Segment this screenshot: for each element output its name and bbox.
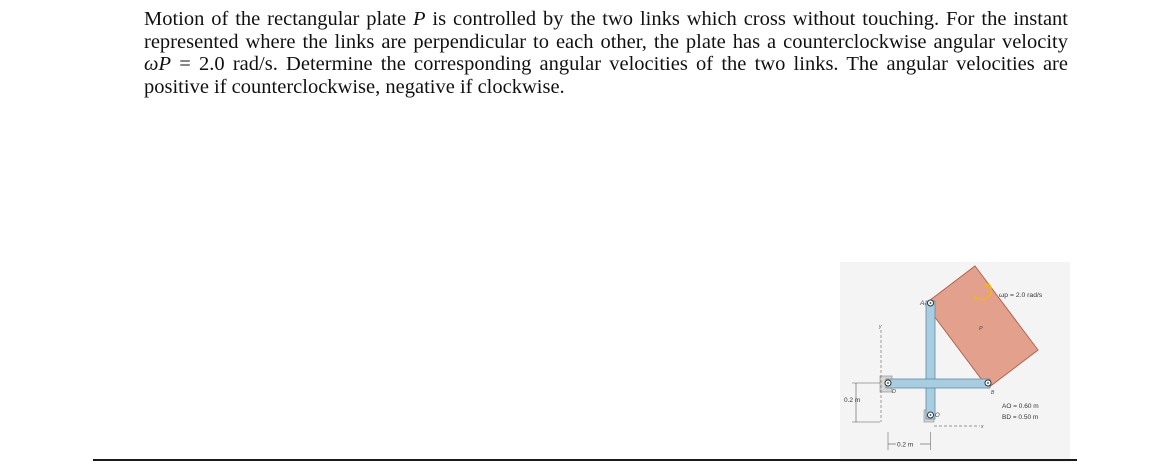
ao-length-label: AO = 0.60 m: [1002, 403, 1039, 410]
horizontal-dimension-label: 0.2 m: [897, 441, 914, 449]
bd-length-label: BD = 0.50 m: [1002, 414, 1039, 421]
bottom-divider: [93, 459, 1077, 461]
pin-o-center: [930, 414, 932, 416]
omega-value: = 2.0 rad/s: [171, 53, 273, 75]
vertical-dimension-label: 0.2 m: [844, 397, 861, 404]
link-ao: [926, 301, 935, 419]
point-o-label: O: [935, 413, 940, 419]
pin-d-center: [887, 382, 889, 384]
pin-a-center: [930, 302, 932, 304]
mechanism-figure: [840, 262, 1070, 462]
mechanism-diagram: [840, 262, 1070, 462]
omega-symbol: ωP: [144, 53, 171, 75]
point-a-label: A: [920, 300, 925, 307]
problem-text-3: . Determine the corresponding angular velocities of the two links. The angular velocities are positive if counterclockwise, negative if clockwise.: [144, 53, 1068, 98]
plate-p-label: P: [979, 326, 983, 332]
problem-statement: [144, 8, 1068, 98]
y-axis-label: y: [879, 324, 882, 330]
problem-text-2: is controlled by the two links which cross without touching. For the instant represented where the links are perpendicular to each other, the plate has a counterclockwise angular velocity: [144, 8, 1068, 53]
omega-label: ωp = 2.0 rad/s: [999, 292, 1043, 299]
point-d-label: D: [892, 389, 896, 395]
link-bd: [886, 379, 990, 388]
x-axis-label: x: [981, 424, 984, 430]
point-b-label: B: [991, 390, 995, 396]
pin-b-center: [987, 382, 989, 384]
plate-symbol: P: [412, 8, 426, 30]
problem-text-1: Motion of the rectangular plate: [144, 8, 413, 30]
